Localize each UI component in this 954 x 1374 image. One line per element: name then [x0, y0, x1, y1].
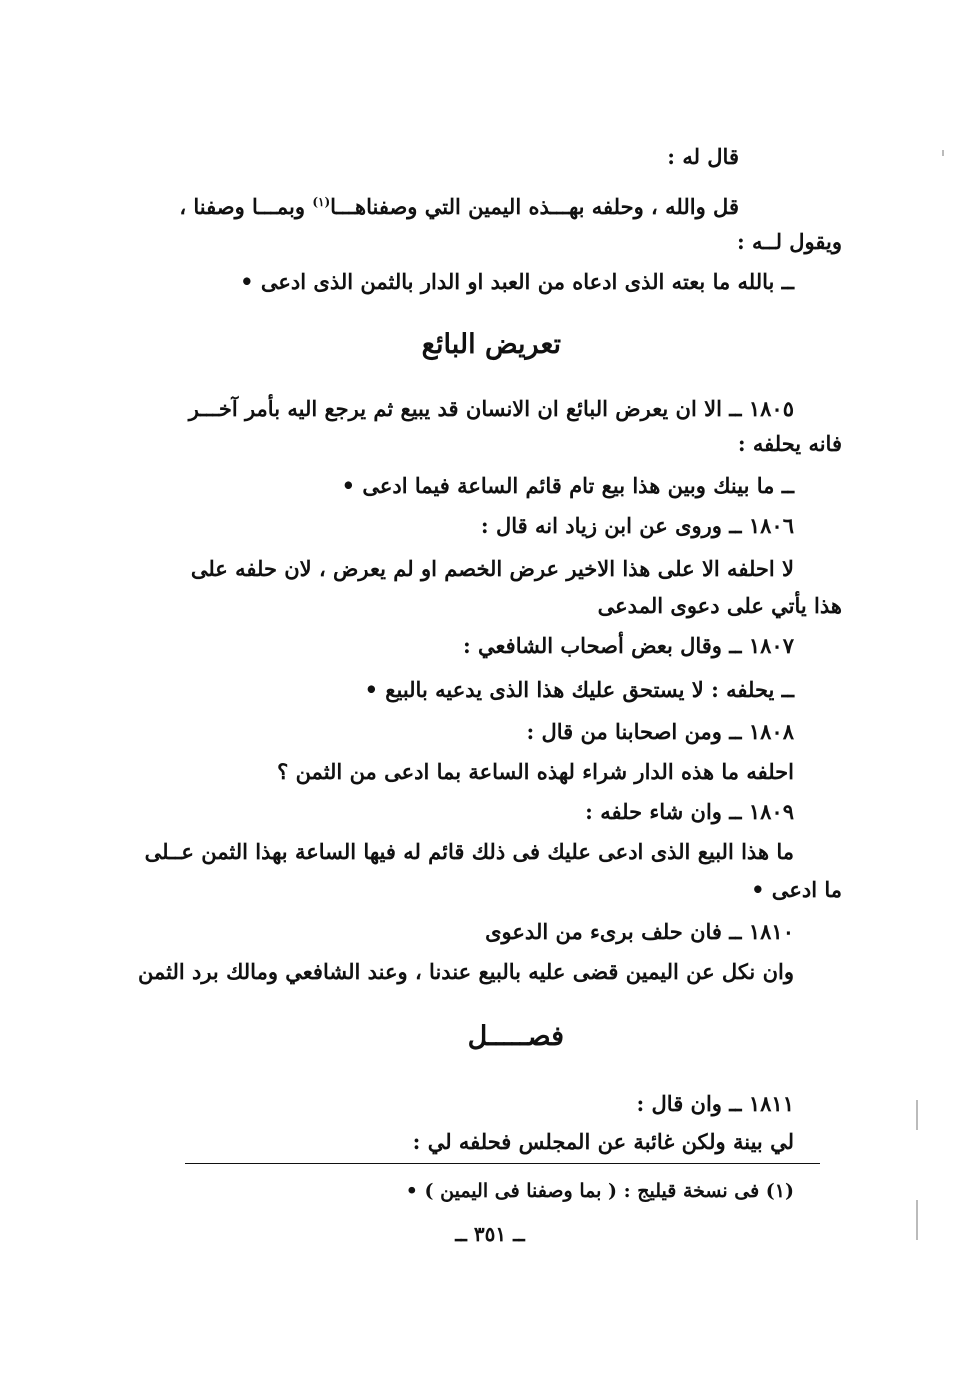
- text-line: لا احلفه الا على هذا الاخير عرض الخصم او لم يعرض ، لان حلفه على: [190, 556, 794, 581]
- text-line: قال له :: [667, 144, 739, 169]
- footnote-divider: [185, 1163, 820, 1164]
- scan-mark: [916, 1200, 918, 1240]
- text-line: ١٨٠٩ ــ وان شاء حلفه :: [585, 799, 794, 824]
- text-line: ويقول لــه :: [736, 229, 842, 254]
- text-line: ما ادعى •: [751, 877, 842, 902]
- text-line: هذا يأتي على دعوى المدعى: [597, 593, 842, 618]
- text-line: ــ ما بينك وبين هذا بيع تام قائم الساعة فيما ادعى •: [341, 473, 794, 498]
- text-span: وبمـــا وصفنا ،: [179, 194, 313, 219]
- text-line: ١٨٠٦ ــ وروى عن ابن زياد انه قال :: [480, 513, 794, 538]
- text-line: ١٨٠٨ ــ ومن اصحابنا من قال :: [526, 719, 794, 744]
- text-line: وان نكل عن اليمين قضى عليه بالبيع عندنا ، وعند الشافعي ومالك برد الثمن: [137, 959, 794, 984]
- text-line: ١٨٠٥ ــ الا ان يعرض البائع ان الانسان قد يبيع ثم يرجع اليه بأمر آخـــر: [188, 396, 794, 421]
- page-number: ــ ٣٥١ ــ: [455, 1222, 525, 1246]
- text-span: قل والله ، وحلفه بهـــذه اليمين التي وصفناهـــا: [330, 194, 739, 219]
- text-line: ١٨١١ ــ وان قال :: [636, 1091, 794, 1116]
- text-line: [179, 188, 739, 221]
- section-heading: فصـــــل: [467, 1021, 564, 1052]
- text-line: ١٨١٠ ــ فان حلف برىء من الدعوى: [485, 919, 794, 944]
- scan-mark: [916, 1100, 918, 1130]
- text-line: فانه يحلفه :: [737, 431, 842, 456]
- text-line: ١٨٠٧ ــ وقال بعض أصحاب الشافعي :: [462, 633, 794, 658]
- scan-mark: [942, 150, 944, 156]
- footnote: (١) فى نسخة قيليج : ( بما وصفنا فى اليمين ) •: [405, 1180, 794, 1202]
- text-line: لي بينة ولكن غائبة عن المجلس فحلفه لي :: [412, 1129, 794, 1154]
- text-line: ــ بالله ما بعته الذى ادعاه من العبد او الدار بالثمن الذى ادعى •: [240, 269, 794, 294]
- footnote-ref: (١): [312, 195, 331, 209]
- text-line: ــ يحلفه : لا يستحق عليك هذا الذى يدعيه بالبيع •: [364, 677, 794, 702]
- text-line: احلفه ما هذه الدار شراء لهذه الساعة بما ادعى من الثمن ؟: [277, 759, 794, 784]
- section-heading: تعريض البائع: [421, 329, 561, 360]
- text-line: ما هذا البيع الذى ادعى عليك فى ذلك قائم له فيها الساعة بهذا الثمن عــلى: [144, 839, 794, 864]
